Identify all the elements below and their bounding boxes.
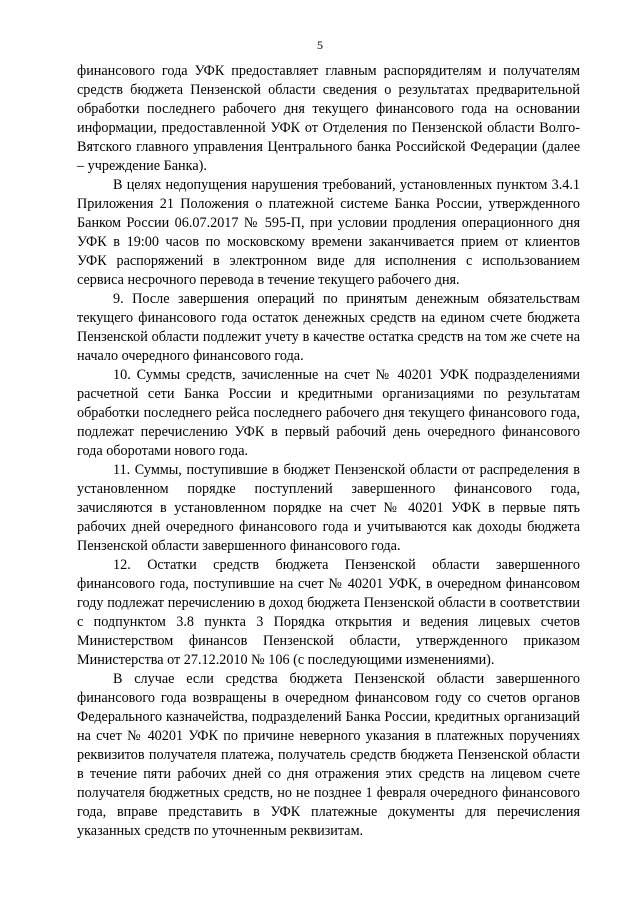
paragraph-item-10: 10. Суммы средств, зачисленные на счет № 40201 УФК подразделениями расчетной сети Банка России и кредитными организациями по результатам обработки последнего рейса последнего рабочего дня текущего финансового года, подлежат перечислению УФК в первый рабочий день очередного финансового года оборотами нового года. (77, 367, 580, 459)
paragraph-operational-day: В целях недопущения нарушения требований, установленных пунктом 3.4.1 Приложения 21 Положения о платежной системе Банка России, утвержденного Банком России 06.07.2017 № 595-П, при условии продления операционного дня УФК в 19:00 часов по московскому времени заканчивается прием от клиентов УФК распоряжений в электронном виде для исполнения с использованием сервиса несрочного перевода в течение текущего рабочего дня. (77, 177, 580, 288)
paragraph-item-12: 12. Остатки средств бюджета Пензенской области завершенного финансового года, поступившие на счет № 40201 УФК, в очередном финансовом году подлежат перечислению в доход бюджета Пензенской области в соответствии с подпунктом 3.8 пункта 3 Порядка открытия и ведения лицевых счетов Министерством финансов Пензенской области, утвержденного приказом Министерства от 27.12.2010 № 106 (с последующими изменениями). (77, 557, 580, 668)
paragraph-returned-funds: В случае если средства бюджета Пензенской области завершенного финансового года возвращены в очередном финансовом году со счетов органов Федерального казначейства, подразделений Банка России, кредитных организаций на счет № 40201 УФК по причине неверного указания в платежных поручениях реквизитов получателя платежа, получатель средств бюджета Пензенской области в течение пяти рабочих дней со дня отражения этих средств на лицевом счете получателя бюджетных средств, но не позднее 1 февраля очередного финансового года, вправе представить в УФК платежные документы для перечисления указанных средств по уточненным реквизитам. (77, 671, 580, 839)
paragraph-item-11: 11. Суммы, поступившие в бюджет Пензенской области от распределения в установленном порядке поступлений завершенного финансового года, зачисляются в установленном порядке на счет № 40201 УФК в первые пять рабочих дней очередного финансового года и учитываются как доходы бюджета Пензенской области завершенного финансового года. (77, 462, 580, 554)
paragraph-continuation: финансового года УФК предоставляет главным распорядителям и получателям средств бюджета Пензенской области сведения о результатах предварительной обработки последнего рабочего дня текущего финансового года на основании информации, предоставленной УФК от Отделения по Пензенской области Волго-Вятского главного управления Центрального банка Российской Федерации (далее – учреждение Банка). (77, 63, 580, 174)
paragraph-item-9: 9. После завершения операций по принятым денежным обязательствам текущего финансового года остаток денежных средств на едином счете бюджета Пензенской области подлежит учету в качестве остатка средств на том же счете на начало очередного финансового года. (77, 291, 580, 364)
page-number: 5 (317, 38, 323, 52)
document-body (77, 62, 580, 841)
